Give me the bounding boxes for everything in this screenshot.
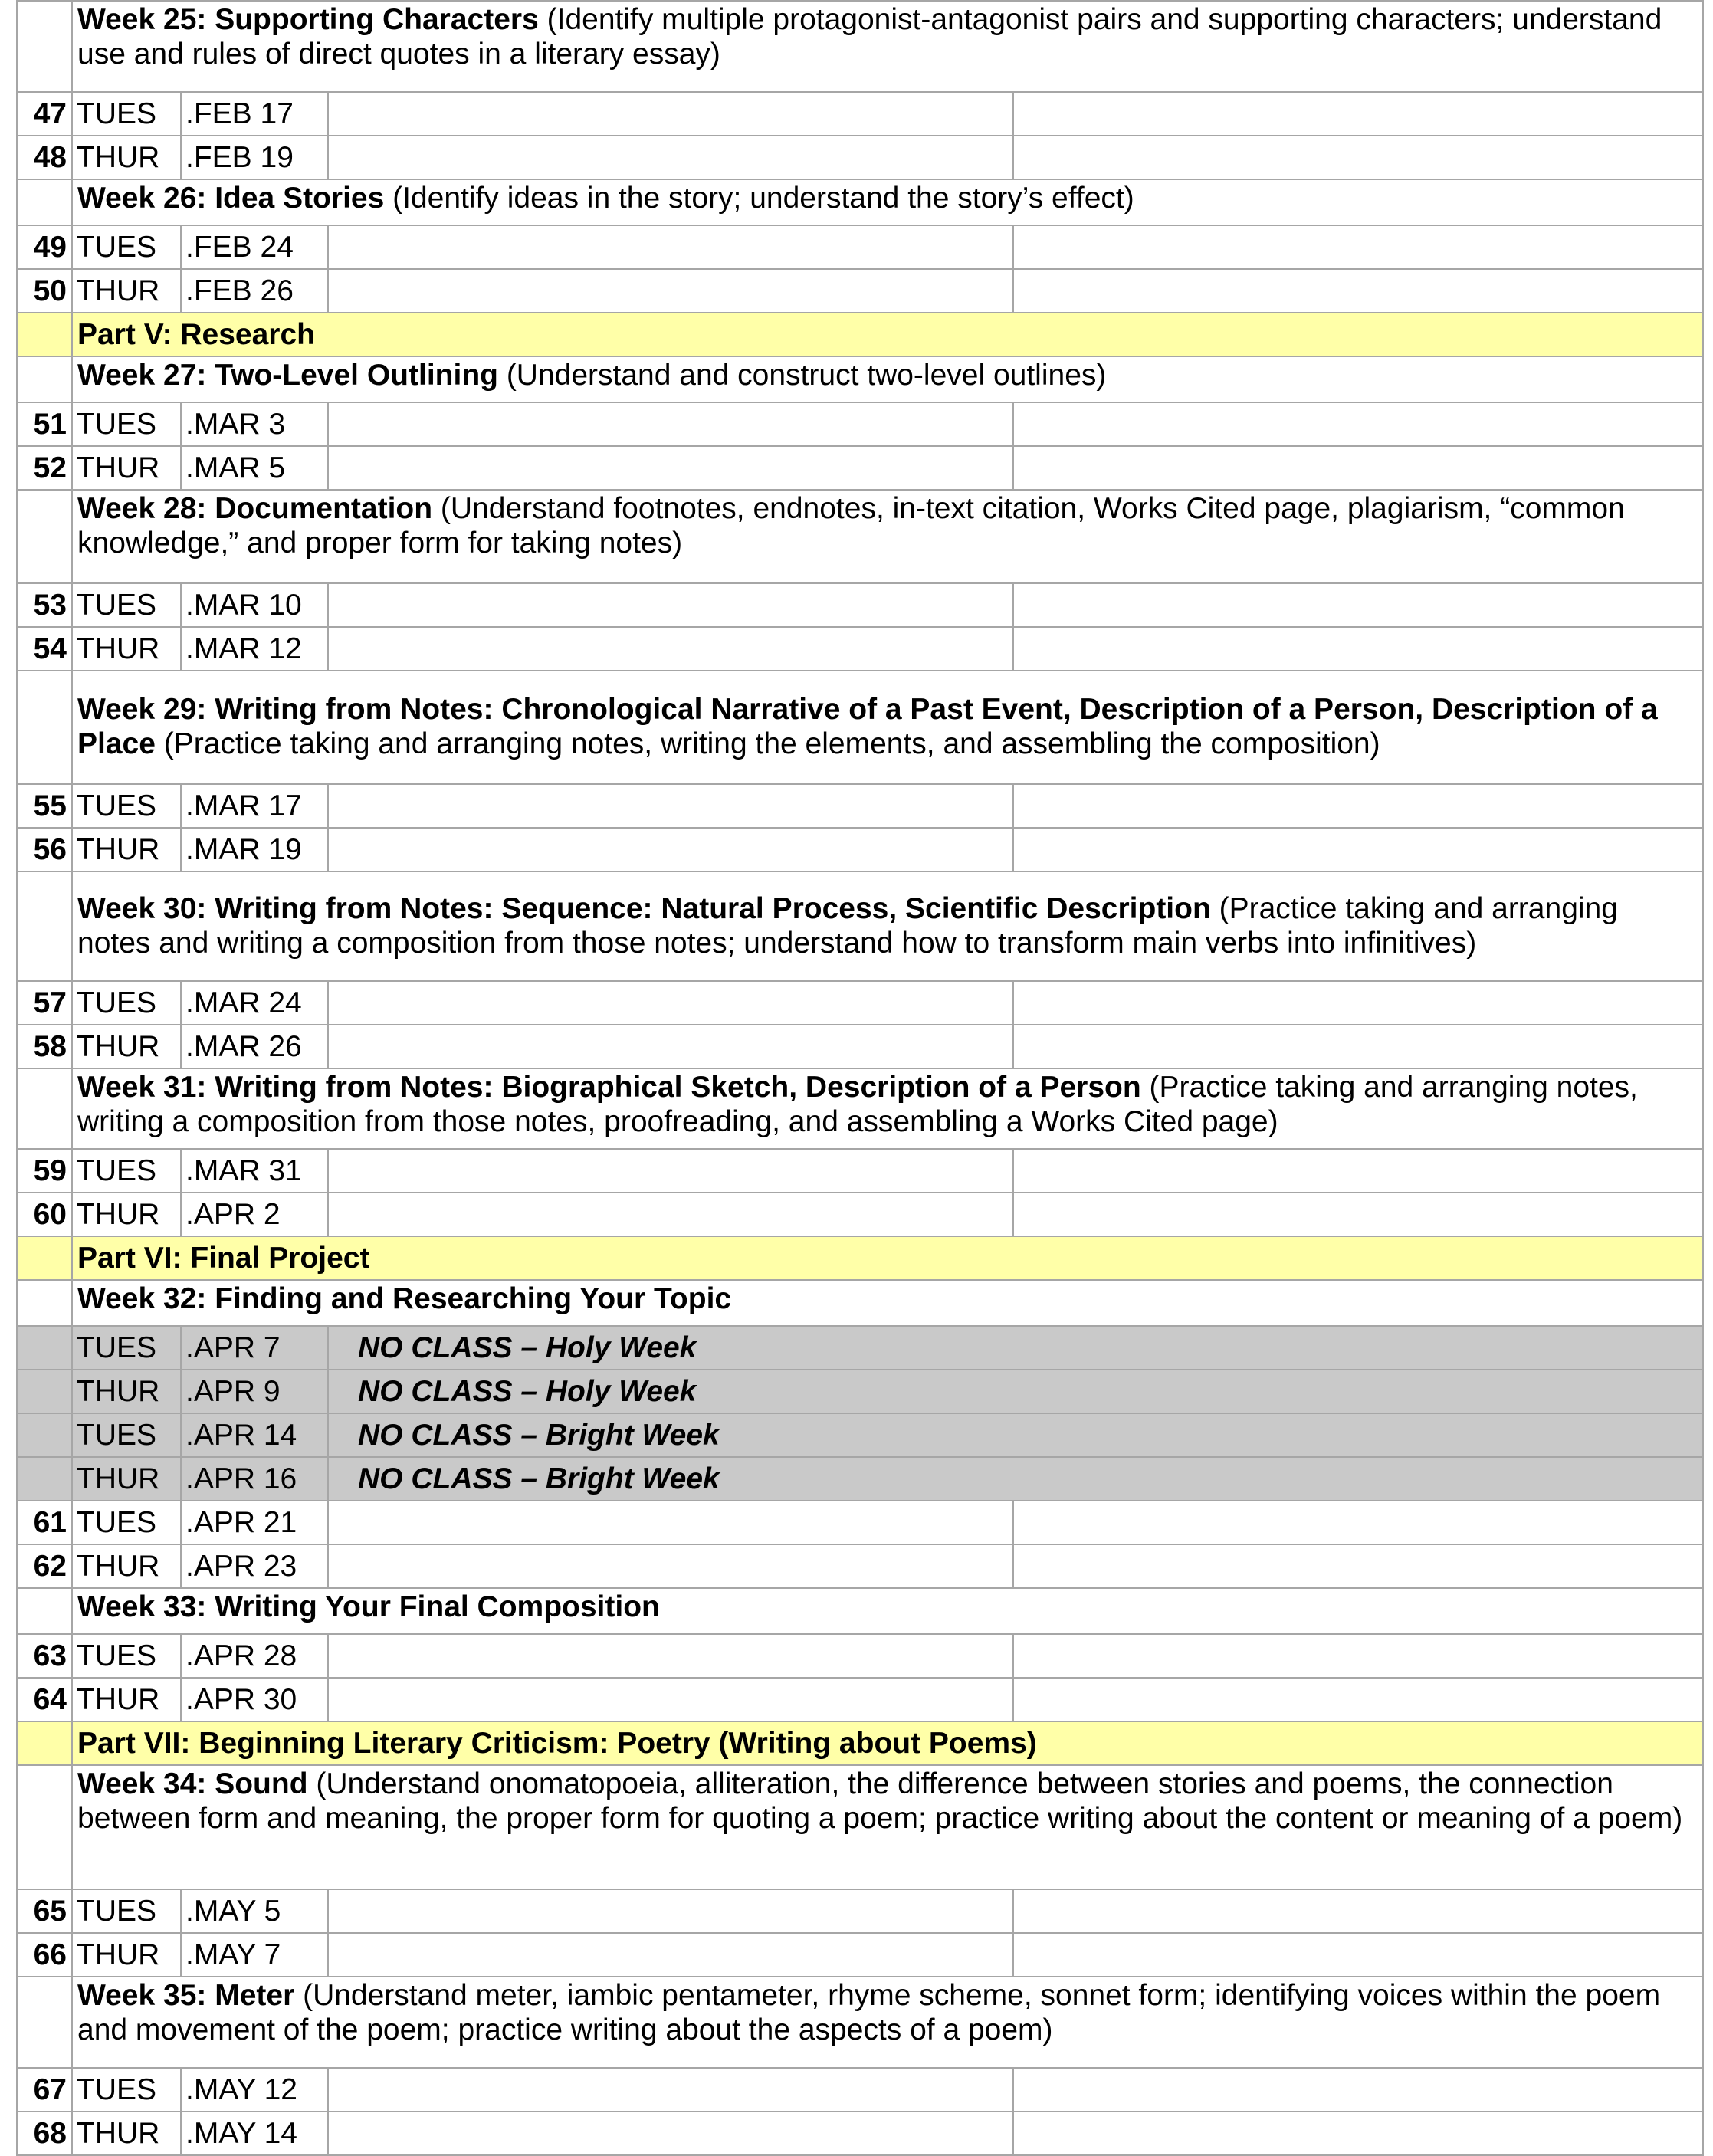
week-header-row [17,671,1703,784]
week-header-row [17,179,1703,225]
week-title: Week 29: Writing from Notes: Chronological Narrative of a Past Event, Description of a Person, Description of a Place [77,693,1658,760]
week-heading [72,1,1703,92]
schedule-page [16,0,1702,2156]
week-spacer-cell [17,1068,72,1149]
session-assignment-cell [1013,784,1703,828]
session-notes-cell [328,583,1013,627]
week-header-row [17,356,1703,402]
session-date: .FEB 19 [181,136,328,179]
week-header-row [17,871,1703,981]
session-day: TUES [72,1501,181,1544]
part-header-row [17,313,1703,356]
session-day: TUES [72,1889,181,1933]
session-assignment-cell [1013,1933,1703,1977]
week-title: Week 35: Meter [77,1979,295,2012]
session-row [17,92,1703,136]
week-title: Week 27: Two-Level Outlining [77,359,498,392]
week-spacer-cell [17,356,72,402]
week-description: (Understand onomatopoeia, alliteration, the difference between stories and poems, the connection between form and meaning, the proper form for quoting a poem; practice writing about the content or meaning of a poem) [77,1767,1683,1835]
session-row [17,136,1703,179]
session-assignment-cell [1013,828,1703,871]
week-spacer-cell [17,1588,72,1634]
part-title: Part VI: Final Project [72,1236,1703,1280]
session-assignment-cell [1013,583,1703,627]
session-row [17,1889,1703,1933]
week-header-row [17,1068,1703,1149]
session-day: THUR [72,136,181,179]
session-day: TUES [72,1326,181,1370]
schedule-table [16,0,1704,2156]
session-date: .MAR 3 [181,402,328,446]
session-assignment-cell [1013,1634,1703,1678]
session-date: .APR 9 [181,1370,328,1413]
session-number: 61 [17,1501,72,1544]
session-number: 58 [17,1025,72,1068]
session-row [17,627,1703,671]
week-header-row [17,1977,1703,2068]
no-class-note: NO CLASS – Bright Week [328,1457,1703,1501]
session-row [17,1933,1703,1977]
part-title: Part VII: Beginning Literary Criticism: Poetry (Writing about Poems) [72,1721,1703,1765]
session-day: THUR [72,828,181,871]
week-description: (Identify multiple protagonist-antagonist pairs and supporting characters; understand use and rules of direct quotes in a literary essay) [77,3,1662,71]
session-date: .APR 30 [181,1678,328,1721]
week-title: Week 34: Sound [77,1767,308,1800]
session-notes-cell [328,225,1013,269]
no-class-note: NO CLASS – Holy Week [328,1326,1703,1370]
session-date: .MAR 31 [181,1149,328,1193]
session-notes-cell [328,1025,1013,1068]
session-number: 65 [17,1889,72,1933]
week-description: (Understand footnotes, endnotes, in-text citation, Works Cited page, plagiarism, “common knowledge,” and proper form for taking notes) [77,492,1625,560]
week-title: Week 32: Finding and Researching Your Topic [77,1282,732,1315]
session-row [17,1678,1703,1721]
session-number: 54 [17,627,72,671]
session-number: 52 [17,446,72,490]
week-header-row [17,1588,1703,1634]
session-day: TUES [72,92,181,136]
session-notes-cell [328,269,1013,313]
session-notes-cell [328,784,1013,828]
session-date: .APR 21 [181,1501,328,1544]
session-day: TUES [72,583,181,627]
session-assignment-cell [1013,2112,1703,2155]
week-heading [72,1588,1703,1634]
week-title: Week 33: Writing Your Final Composition [77,1590,660,1623]
week-heading [72,1765,1703,1889]
session-day: TUES [72,1634,181,1678]
session-day: THUR [72,1025,181,1068]
session-day: THUR [72,2112,181,2155]
session-assignment-cell [1013,1678,1703,1721]
session-date: .MAR 10 [181,583,328,627]
session-notes-cell [328,1634,1013,1678]
week-heading [72,1068,1703,1149]
week-spacer-cell [17,1280,72,1326]
week-description: (Practice taking and arranging notes, writing the elements, and assembling the composition) [155,727,1380,760]
session-notes-cell [328,1149,1013,1193]
week-title: Week 31: Writing from Notes: Biographical Sketch, Description of a Person [77,1071,1141,1104]
week-description: (Understand meter, iambic pentameter, rhyme scheme, sonnet form; identifying voices within the poem and movement of the poem; practice writing about the aspects of a poem) [77,1979,1661,2046]
session-date: .MAY 7 [181,1933,328,1977]
session-day: THUR [72,446,181,490]
session-day: TUES [72,1413,181,1457]
session-row [17,446,1703,490]
session-row [17,981,1703,1025]
session-date: .FEB 24 [181,225,328,269]
week-title: Week 30: Writing from Notes: Sequence: Natural Process, Scientific Description [77,891,1211,925]
week-heading [72,871,1703,981]
session-number [17,1413,72,1457]
session-date: .MAR 26 [181,1025,328,1068]
week-spacer-cell [17,1,72,92]
session-date: .APR 14 [181,1413,328,1457]
session-day: TUES [72,2068,181,2112]
session-day: TUES [72,1149,181,1193]
week-spacer-cell [17,871,72,981]
week-heading [72,356,1703,402]
week-spacer-cell [17,1765,72,1889]
session-number: 48 [17,136,72,179]
week-title: Week 28: Documentation [77,492,433,525]
session-day: THUR [72,269,181,313]
session-assignment-cell [1013,1193,1703,1236]
week-description: (Understand and construct two-level outlines) [497,359,1107,392]
session-assignment-cell [1013,92,1703,136]
week-title: Week 26: Idea Stories [77,182,385,215]
session-row [17,1149,1703,1193]
part-spacer-cell [17,1721,72,1765]
session-assignment-cell [1013,269,1703,313]
session-date: .FEB 26 [181,269,328,313]
session-row [17,1501,1703,1544]
week-header-row [17,1280,1703,1326]
session-row [17,1025,1703,1068]
session-assignment-cell [1013,981,1703,1025]
no-class-row [17,1413,1703,1457]
session-number: 63 [17,1634,72,1678]
session-date: .APR 28 [181,1634,328,1678]
week-header-row [17,490,1703,583]
session-number: 66 [17,1933,72,1977]
session-notes-cell [328,627,1013,671]
session-date: .APR 23 [181,1544,328,1588]
session-row [17,1193,1703,1236]
session-number: 64 [17,1678,72,1721]
session-notes-cell [328,92,1013,136]
session-notes-cell [328,1933,1013,1977]
session-date: .MAR 5 [181,446,328,490]
session-date: .MAR 17 [181,784,328,828]
session-number [17,1457,72,1501]
no-class-row [17,1457,1703,1501]
session-row [17,1544,1703,1588]
session-number: 47 [17,92,72,136]
session-number: 62 [17,1544,72,1588]
session-assignment-cell [1013,1025,1703,1068]
session-row [17,1634,1703,1678]
week-heading [72,1280,1703,1326]
session-day: THUR [72,1678,181,1721]
week-header-row [17,1765,1703,1889]
week-header-row [17,1,1703,92]
session-date: .MAR 12 [181,627,328,671]
session-row [17,2068,1703,2112]
week-heading [72,490,1703,583]
session-day: THUR [72,1370,181,1413]
session-assignment-cell [1013,1149,1703,1193]
part-header-row [17,1721,1703,1765]
session-day: THUR [72,1544,181,1588]
week-heading [72,1977,1703,2068]
week-description: (Practice taking and arranging notes and writing a composition from those notes; understand how to transform main verbs into infinitives) [77,891,1618,960]
session-day: THUR [72,1193,181,1236]
session-assignment-cell [1013,446,1703,490]
session-number: 59 [17,1149,72,1193]
session-notes-cell [328,1193,1013,1236]
session-number [17,1370,72,1413]
session-row [17,784,1703,828]
session-date: .MAY 14 [181,2112,328,2155]
session-date: .MAY 5 [181,1889,328,1933]
week-spacer-cell [17,490,72,583]
part-title: Part V: Research [72,313,1703,356]
session-notes-cell [328,446,1013,490]
session-notes-cell [328,402,1013,446]
session-day: TUES [72,981,181,1025]
session-assignment-cell [1013,627,1703,671]
session-number: 57 [17,981,72,1025]
session-notes-cell [328,2068,1013,2112]
schedule-body [17,1,1703,2155]
session-row [17,225,1703,269]
session-notes-cell [328,2112,1013,2155]
session-notes-cell [328,1889,1013,1933]
no-class-row [17,1370,1703,1413]
no-class-note: NO CLASS – Bright Week [328,1413,1703,1457]
week-heading [72,179,1703,225]
week-description: (Practice taking and arranging notes, writing a composition from those notes, proofreading, and assembling a Works Cited page) [77,1071,1638,1138]
session-date: .MAY 12 [181,2068,328,2112]
session-date: .APR 7 [181,1326,328,1370]
week-spacer-cell [17,1977,72,2068]
no-class-row [17,1326,1703,1370]
session-number: 51 [17,402,72,446]
session-row [17,2112,1703,2155]
session-date: .APR 16 [181,1457,328,1501]
no-class-note: NO CLASS – Holy Week [328,1370,1703,1413]
session-assignment-cell [1013,225,1703,269]
session-notes-cell [328,981,1013,1025]
session-date: .MAR 24 [181,981,328,1025]
session-row [17,269,1703,313]
week-heading [72,671,1703,784]
session-row [17,402,1703,446]
session-number: 68 [17,2112,72,2155]
session-number: 50 [17,269,72,313]
week-spacer-cell [17,671,72,784]
part-spacer-cell [17,313,72,356]
session-day: TUES [72,225,181,269]
session-assignment-cell [1013,402,1703,446]
session-number: 55 [17,784,72,828]
session-day: THUR [72,1457,181,1501]
session-number: 56 [17,828,72,871]
session-number: 67 [17,2068,72,2112]
week-title: Week 25: Supporting Characters [77,3,539,36]
week-spacer-cell [17,179,72,225]
session-number: 49 [17,225,72,269]
session-day: THUR [72,1933,181,1977]
part-header-row [17,1236,1703,1280]
session-row [17,828,1703,871]
session-date: .MAR 19 [181,828,328,871]
session-notes-cell [328,1544,1013,1588]
session-notes-cell [328,828,1013,871]
session-number [17,1326,72,1370]
session-number: 53 [17,583,72,627]
session-notes-cell [328,136,1013,179]
session-notes-cell [328,1501,1013,1544]
session-assignment-cell [1013,1544,1703,1588]
part-spacer-cell [17,1236,72,1280]
session-notes-cell [328,1678,1013,1721]
session-assignment-cell [1013,1889,1703,1933]
session-day: TUES [72,784,181,828]
week-description: (Identify ideas in the story; understand the story’s effect) [384,182,1134,215]
session-assignment-cell [1013,1501,1703,1544]
session-date: .APR 2 [181,1193,328,1236]
session-row [17,583,1703,627]
session-day: TUES [72,402,181,446]
session-day: THUR [72,627,181,671]
session-date: .FEB 17 [181,92,328,136]
session-number: 60 [17,1193,72,1236]
session-assignment-cell [1013,2068,1703,2112]
session-assignment-cell [1013,136,1703,179]
